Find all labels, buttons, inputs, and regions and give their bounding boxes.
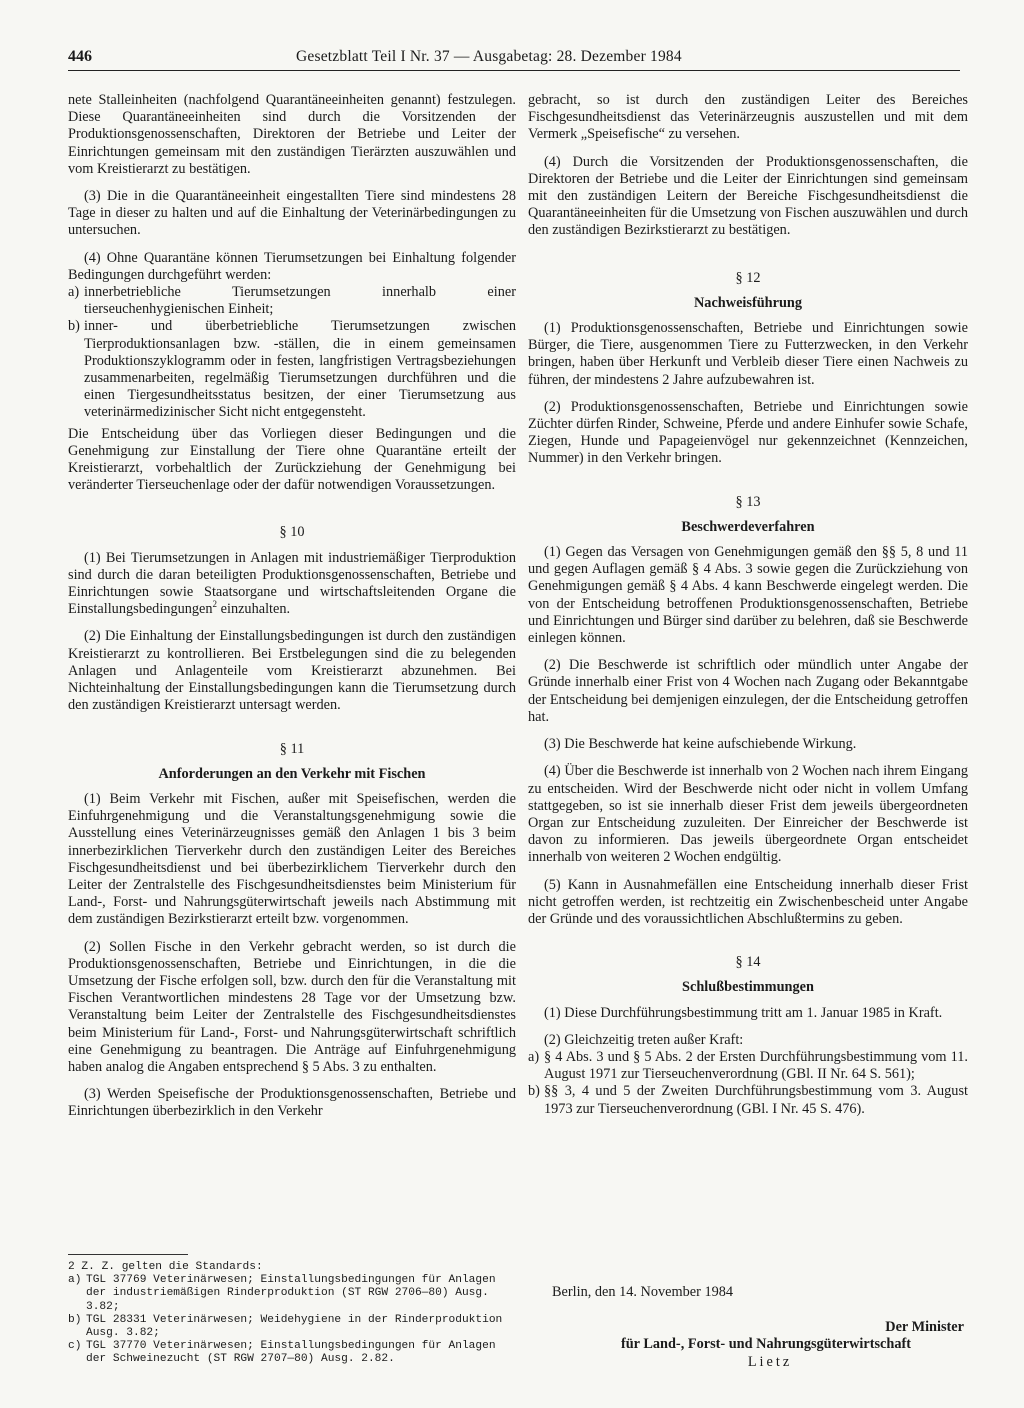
- footnote-label: a): [68, 1274, 82, 1287]
- paragraph: (2) Produktionsgenossenschaften, Betriebe und Einrichtungen sowie Züchter dürfen Rinder, Schweine, Pferde und andere Einhufer sowie Schafe, Ziegen, Hunde und Papageienvögel nur gekennzeichnet (Kennzeichen, Nummer) in den Verkehr bringen.: [528, 398, 968, 467]
- list-text: inner- und überbetriebliche Tierumsetzungen zwischen Tierproduktionsanlagen bzw. -ställen, die in einem gemeinsamen Produktionszyklogramm oder in festen, langfristigen Vertragsbeziehungen zusammenarbeiten, regelmäßig Tierumsetzungen durchführen und die einen Tiergesundheitsstatus besitzen, der einer Tierumsetzung aus veterinärmedizinischer Sicht nicht entgegensteht.: [84, 318, 516, 421]
- page-number: 446: [68, 48, 92, 65]
- footnote-label: c): [68, 1340, 82, 1353]
- paragraph: (1) Bei Tierumsetzungen in Anlagen mit industriemäßiger Tierproduktion sind durch die daran beteiligten Produktionsgenossenschaften, Betriebe und Einrichtungen sowie Staatsorgane und wirtschaftsleitenden Organe die Einstallungsbedingungen$^2$ einzuhalten.: [68, 549, 516, 618]
- footnote-text: 2 Z. Z. gelten die Standards:: [68, 1261, 263, 1273]
- paragraph: Die Entscheidung über das Vorliegen dieser Bedingungen und die Genehmigung zur Einstallung der Tiere ohne Quarantäne erteilt der Kreistierarzt, vorbehaltlich der Zurückziehung der Genehmigung bei veränderter Tierseuchenlage oder der dafür notwendigen Voraussetzungen.: [68, 425, 516, 494]
- right-column: [528, 92, 968, 1118]
- list-item: [528, 1049, 968, 1083]
- footnote-label: b): [68, 1313, 82, 1326]
- footnote: [68, 1261, 516, 1274]
- signature-block: [552, 1284, 968, 1371]
- signatory-name: Lietz: [747, 1353, 793, 1370]
- footnote: [68, 1340, 516, 1366]
- section-heading: Anforderungen an den Verkehr mit Fischen: [158, 765, 426, 782]
- list-text: § 4 Abs. 3 und § 5 Abs. 2 der Ersten Durchführungsbestimmung vom 11. August 1971 zur Tierseuchenverordnung (GBl. II Nr. 64 S. 561);: [544, 1048, 968, 1083]
- paragraph: (1) Beim Verkehr mit Fischen, außer mit Speisefischen, werden die Einfuhrgenehmigung und die Veranstaltungsgenehmigung sowie die Ausstellung eines Veterinärzeugnisses gemäß den Anlagen 1 bis 3 beim innerbezirklichen Tierverkehr durch den zuständigen Leiter des Bereiches Fischgesundheitsdienst und bei überbezirklichem Tierverkehr durch den Leiter der Zentralstelle des Fischgesundheitsdienstes beim Ministerium für Land-, Forst- und Nahrungsgüterwirtschaft jeweils nach Abstimmung mit dem zuständigen Bezirkstierarzt erteilt bzw. vorgenommen.: [68, 790, 516, 928]
- page-header: [68, 48, 960, 72]
- left-column: [68, 92, 516, 1131]
- signatory-title: Der Minister: [885, 1319, 964, 1336]
- paragraph: nete Stalleinheiten (nachfolgend Quarantäneeinheiten genannt) festzulegen. Diese Quarantäneeinheiten sind durch die Vorsitzenden der Produktionsgenossenschaften, Direktoren der Betriebe und Leiter der Einrichtungen gemeinsam mit den zuständigen Tierärzten auszuwählen und vom Kreistierarzt zu bestätigen.: [68, 92, 516, 177]
- list-label: a): [528, 1048, 540, 1065]
- list-label: b): [528, 1083, 540, 1100]
- list-item: [68, 318, 516, 421]
- footnote-ref: 2: [212, 599, 218, 610]
- header-rule: [68, 70, 960, 71]
- footnote-text: TGL 37770 Veterinärwesen; Einstallungsbedingungen für Anlagen der Schweinezucht (ST RGW 2707—80) Ausg. 2.82.: [86, 1340, 496, 1366]
- paragraph: (2) Gleichzeitig treten außer Kraft:: [544, 1031, 744, 1048]
- footnote-text: TGL 28331 Veterinärwesen; Weidehygiene in der Rinderproduktion Ausg. 3.82;: [86, 1313, 503, 1340]
- section-heading: Nachweisführung: [693, 294, 803, 311]
- paragraph: (2) Sollen Fische in den Verkehr gebracht werden, so ist durch die Produktionsgenossenschaften, Betriebe und Einrichtungen, in die die Umsetzung der Fische erfolgen soll, bzw. durch den für die Veranstaltung mit Fischen Verantwortlichen mindestens 28 Tage vor der Umsetzung bzw. Veranstaltung beim Leiter der Zentralstelle des Fischgesundheitsdienstes beim Ministerium für Land-, Forst- und Nahrungsgüterwirtschaft schriftlich eine Genehmigung zu beantragen. Die Anträge auf Einfuhrgenehmigung haben analog die Angaben entsprechend § 5 Abs. 3 zu enthalten.: [68, 938, 516, 1075]
- paragraph: (2) Die Einhaltung der Einstallungsbedingungen ist durch den zuständigen Kreistierarzt zu kontrollieren. Bei Erstbelegungen sind die zu belegenden Anlagen und Anlagenteile vom Kreistierarzt abzunehmen. Bei Nichteinhaltung der Einstallungsbedingungen kann die Tierumsetzung durch den zuständigen Kreistierarzt untersagt werden.: [68, 628, 516, 714]
- footnote-text: TGL 37769 Veterinärwesen; Einstallungsbedingungen für Anlagen der industriemäßigen Rinderproduktion (ST RGW 2706—80) Ausg. 3.82;: [86, 1274, 496, 1313]
- list-text: §§ 3, 4 und 5 der Zweiten Durchführungsbestimmung vom 3. August 1973 zur Tierseuchenverordnung (GBl. I Nr. 45 S. 476).: [544, 1083, 968, 1117]
- paragraph: (2) Die Beschwerde ist schriftlich oder mündlich unter Angabe der Gründe innerhalb einer Frist von 4 Wochen nach Zugang oder Bekanntgabe der Entscheidung bei demjenigen einzulegen, der die Entscheidung getroffen hat.: [528, 657, 969, 725]
- section-title: § 10: [279, 524, 305, 541]
- place-date: Berlin, den 14. November 1984: [552, 1284, 734, 1300]
- paragraph: (1) Diese Durchführungsbestimmung tritt am 1. Januar 1985 in Kraft.: [544, 1004, 943, 1021]
- section-title: § 13: [735, 493, 761, 510]
- paragraph: (1) Gegen das Versagen von Genehmigungen gemäß den §§ 5, 8 und 11 und gegen Auflagen gemäß § 4 Abs. 3 sowie gegen die Zurückziehung von Genehmigungen gemäß § 4 Abs. 4 kann Beschwerde eingelegt werden. Die von der Entscheidung betroffenen Produktionsgenossenschaften, Betriebe und Einrichtungen und Bürger sind darüber zu belehren, daß sie Beschwerde einlegen können.: [528, 544, 968, 647]
- section-heading: Beschwerdeverfahren: [681, 518, 815, 535]
- paragraph: (3) Die Beschwerde hat keine aufschiebende Wirkung.: [544, 736, 857, 753]
- paragraph: (1) Produktionsgenossenschaften, Betriebe und Einrichtungen sowie Bürger, die Tiere, ausgenommen Tiere zu Futterzwecken, in den Verkehr bringen, haben über Herkunft und Verbleib dieser Tiere einen Nachweis zu führen, der mindestens 2 Jahre aufzubewahren ist.: [528, 320, 968, 388]
- header-title: Gesetzblatt Teil I Nr. 37 — Ausgabetag: 28. Dezember 1984: [296, 48, 682, 65]
- footnote: [68, 1274, 516, 1314]
- section-title: § 14: [735, 954, 761, 971]
- footnotes: [68, 1261, 516, 1367]
- signatory-organization: für Land-, Forst- und Nahrungsgüterwirtschaft: [620, 1336, 912, 1353]
- footnote: [68, 1314, 516, 1340]
- list-item: [528, 1083, 968, 1117]
- paragraph: (4) Über die Beschwerde ist innerhalb von 2 Wochen nach ihrem Eingang zu entscheiden. Wird der Beschwerde nicht oder nicht in vollem Umfang stattgegeben, so ist sie innerhalb dieser Frist dem jeweils übergeordneten Organ zur Entscheidung zuzuleiten. Der Einreicher der Beschwerde ist davon zu informieren. Das jeweils übergeordnete Organ entscheidet innerhalb von weiteren 2 Wochen endgültig.: [528, 763, 968, 866]
- footnote-rule: [68, 1254, 188, 1255]
- paragraph: (4) Durch die Vorsitzenden der Produktionsgenossenschaften, die Direktoren der Betriebe und die Leiter der Einrichtungen sind gemeinsam mit den zuständigen Leitern der Bereiche Fischgesundheitsdienst die Quarantäneeinheiten für die Umsetzung von Fischen auszuwählen und durch den zuständigen Bezirkstierarzt zu bestätigen.: [528, 153, 968, 239]
- paragraph: (3) Werden Speisefische der Produktionsgenossenschaften, Betriebe und Einrichtungen überbezirklich in den Verkehr: [68, 1086, 516, 1120]
- paragraph: (4) Ohne Quarantäne können Tierumsetzungen bei Einhaltung folgender Bedingungen durchgeführt werden:: [68, 249, 516, 283]
- section-title: § 11: [279, 740, 305, 757]
- paragraph: (5) Kann in Ausnahmefällen eine Entscheidung innerhalb dieser Frist nicht getroffen werden, ist rechtzeitig ein Zwischenbescheid unter Angabe der Gründe und des voraussichtlichen Abschlußtermins zu geben.: [528, 876, 968, 927]
- list-text: innerbetriebliche Tierumsetzungen innerhalb einer tierseuchenhygienischen Einheit;: [84, 284, 516, 318]
- list-label: a): [68, 284, 80, 301]
- list-item: [68, 284, 516, 318]
- section-heading: Schlußbestimmungen: [682, 979, 814, 996]
- paragraph: (3) Die in die Quarantäneeinheit eingestallten Tiere sind mindestens 28 Tage in dieser zu halten und auf die Einhaltung der Veterinärbedingungen zu untersuchen.: [68, 188, 516, 239]
- section-title: § 12: [735, 269, 761, 286]
- paragraph: gebracht, so ist durch den zuständigen Leiter des Bereiches Fischgesundheitsdienst das Veterinärzeugnis auszustellen und mit dem Vermerk „Speisefische“ zu versehen.: [528, 92, 968, 143]
- list-label: b): [68, 318, 80, 335]
